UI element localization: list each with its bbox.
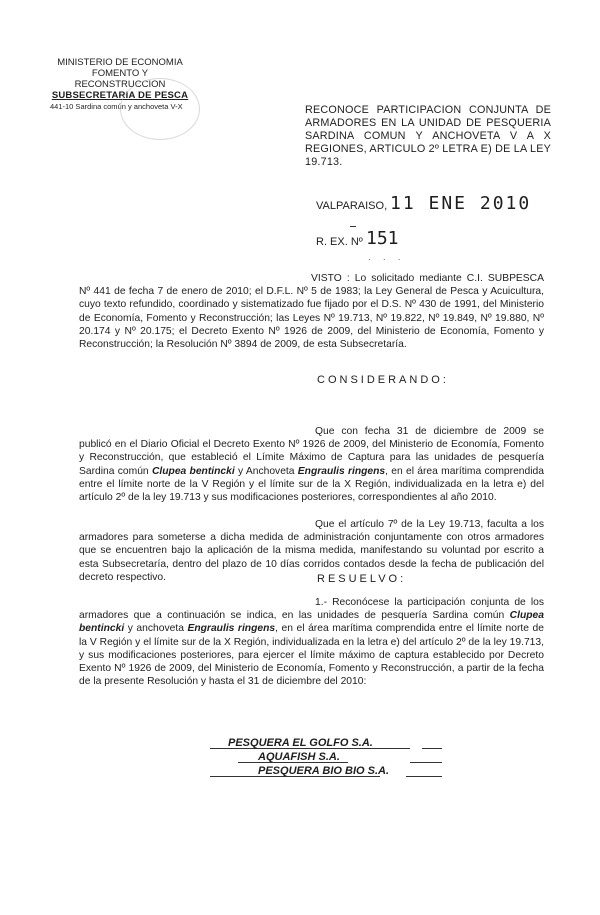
resuelvo-paragraph-1 <box>79 596 544 688</box>
species-clupea: Clupea bentincki <box>151 465 235 477</box>
r1-text-a: 1.- Reconócese la participación conjunta de los armadores que a continuación se indica, en las unidades de pesquería Sardina común <box>79 597 544 622</box>
dotted-marks: · · · <box>368 255 406 264</box>
considerando-paragraph-1 <box>79 425 544 504</box>
header-line-2: FOMENTO Y RECONSTRUCCION <box>74 68 166 90</box>
visto-paragraph <box>79 272 544 351</box>
resuelvo-heading: RESUELVO: <box>317 573 407 585</box>
header-line-3: SUBSECRETARIA DE PESCA <box>51 90 189 101</box>
c1-text-a: Que con fecha 31 de diciembre de 2009 se publicó en el Diario Oficial el Decreto Exento Nº 1926 de 2009, del Ministerio de Economía, Fomento y Reconstrucción, que estableció el Límite Máximo de Captura para las unidades de pesquería Sardina común <box>79 426 544 477</box>
species-clupea-2: Clupea bentincki <box>79 610 544 635</box>
resolution-title: RECONOCE PARTICIPACION CONJUNTA DE ARMADORES EN LA UNIDAD DE PESQUERIA SARDINA COMUN Y ANCHOVETA V A X REGIONES, ARTICULO 2º LETRA E) DE LA LEY 19.713. <box>305 104 551 168</box>
company-list <box>210 736 440 778</box>
mark-dash <box>350 226 356 227</box>
company-row <box>210 750 440 764</box>
r1-text-c: , en el área marítima comprendida entre el límite norte de la V Región y el límite sur de la X Región, individualizada en la letra e) del artículo 2º de la ley 19.713, y sus modificaciones posteriores, para ejercer el límite máximo de captura establecido por Decreto Exento Nº 1926 de 2009, del Ministerio de Economía, Fomento y Reconstrucción, a partir de la fecha de la presente Resolución y hasta el 31 de diciembre del 2010: <box>79 623 544 688</box>
visto-text: : Lo solicitado mediante C.I. SUBPESCA Nº 441 de fecha 7 de enero de 2010; el D.F.L. Nº 5 de 1983; la Ley General de Pesca y Acuicultura, cuyo texto refundido, coordinado y sistematizado fue fijado por el D.S. Nº 430 de 1991, del Ministerio de Economía, Fomento y Reconstrucción; las Leyes Nº 19.713, Nº 19.822, Nº 19.849, Nº 19.880, Nº 20.174 y Nº 20.175; el Decreto Exento Nº 1926 de 2009, del Ministerio de Economía, Fomento y Reconstrucción; la Resolución Nº 3894 de 2009, de esta Subsecretaría. <box>79 273 544 351</box>
company-name: AQUAFISH S.A. <box>258 751 340 763</box>
species-engraulis: Engraulis ringens <box>297 465 386 477</box>
r1-text-b: y anchoveta <box>124 623 188 635</box>
company-row <box>210 764 440 778</box>
visto-label: VISTO <box>311 273 342 284</box>
official-seal <box>120 78 200 140</box>
considerando-paragraph-2 <box>79 518 544 584</box>
rex-label: R. EX. Nº <box>316 236 363 248</box>
place-label: VALPARAISO, <box>316 200 388 212</box>
c1-text-b: y Anchoveta <box>234 465 298 477</box>
species-engraulis-2: Engraulis ringens <box>187 623 276 635</box>
company-name: PESQUERA BIO BIO S.A. <box>258 765 390 777</box>
header-line-4: 441-10 Sardina común y anchoveta V-X <box>50 102 183 111</box>
date-stamp: 11 ENE 2010 <box>390 193 532 214</box>
rex-number: 151 <box>366 228 399 249</box>
header-line-1: MINISTERIO DE ECONOMIA <box>57 57 183 68</box>
c2-text: Que el artículo 7º de la Ley 19.713, faculta a los armadores para someterse a dicha medida de administración conjuntamente con otros armadores que se encuentren bajo la aplicación de la misma medida, manifestando su voluntad por escrito a esta Subsecretaría, dentro del plazo de 10 días corridos contados desde la fecha de publicación del decreto respectivo. <box>79 519 544 583</box>
considerando-heading: CONSIDERANDO: <box>317 374 449 386</box>
company-row <box>210 736 440 750</box>
c1-text-c: , en el área marítima comprendida entre el límite norte de la V Región y el límite sur de la X Región, individualizada en la letra e) del artículo 2º de la ley 19.713 y sus modificaciones posteriores, correspondientes al año 2010. <box>79 465 544 504</box>
company-name: PESQUERA EL GOLFO S.A. <box>228 737 373 749</box>
